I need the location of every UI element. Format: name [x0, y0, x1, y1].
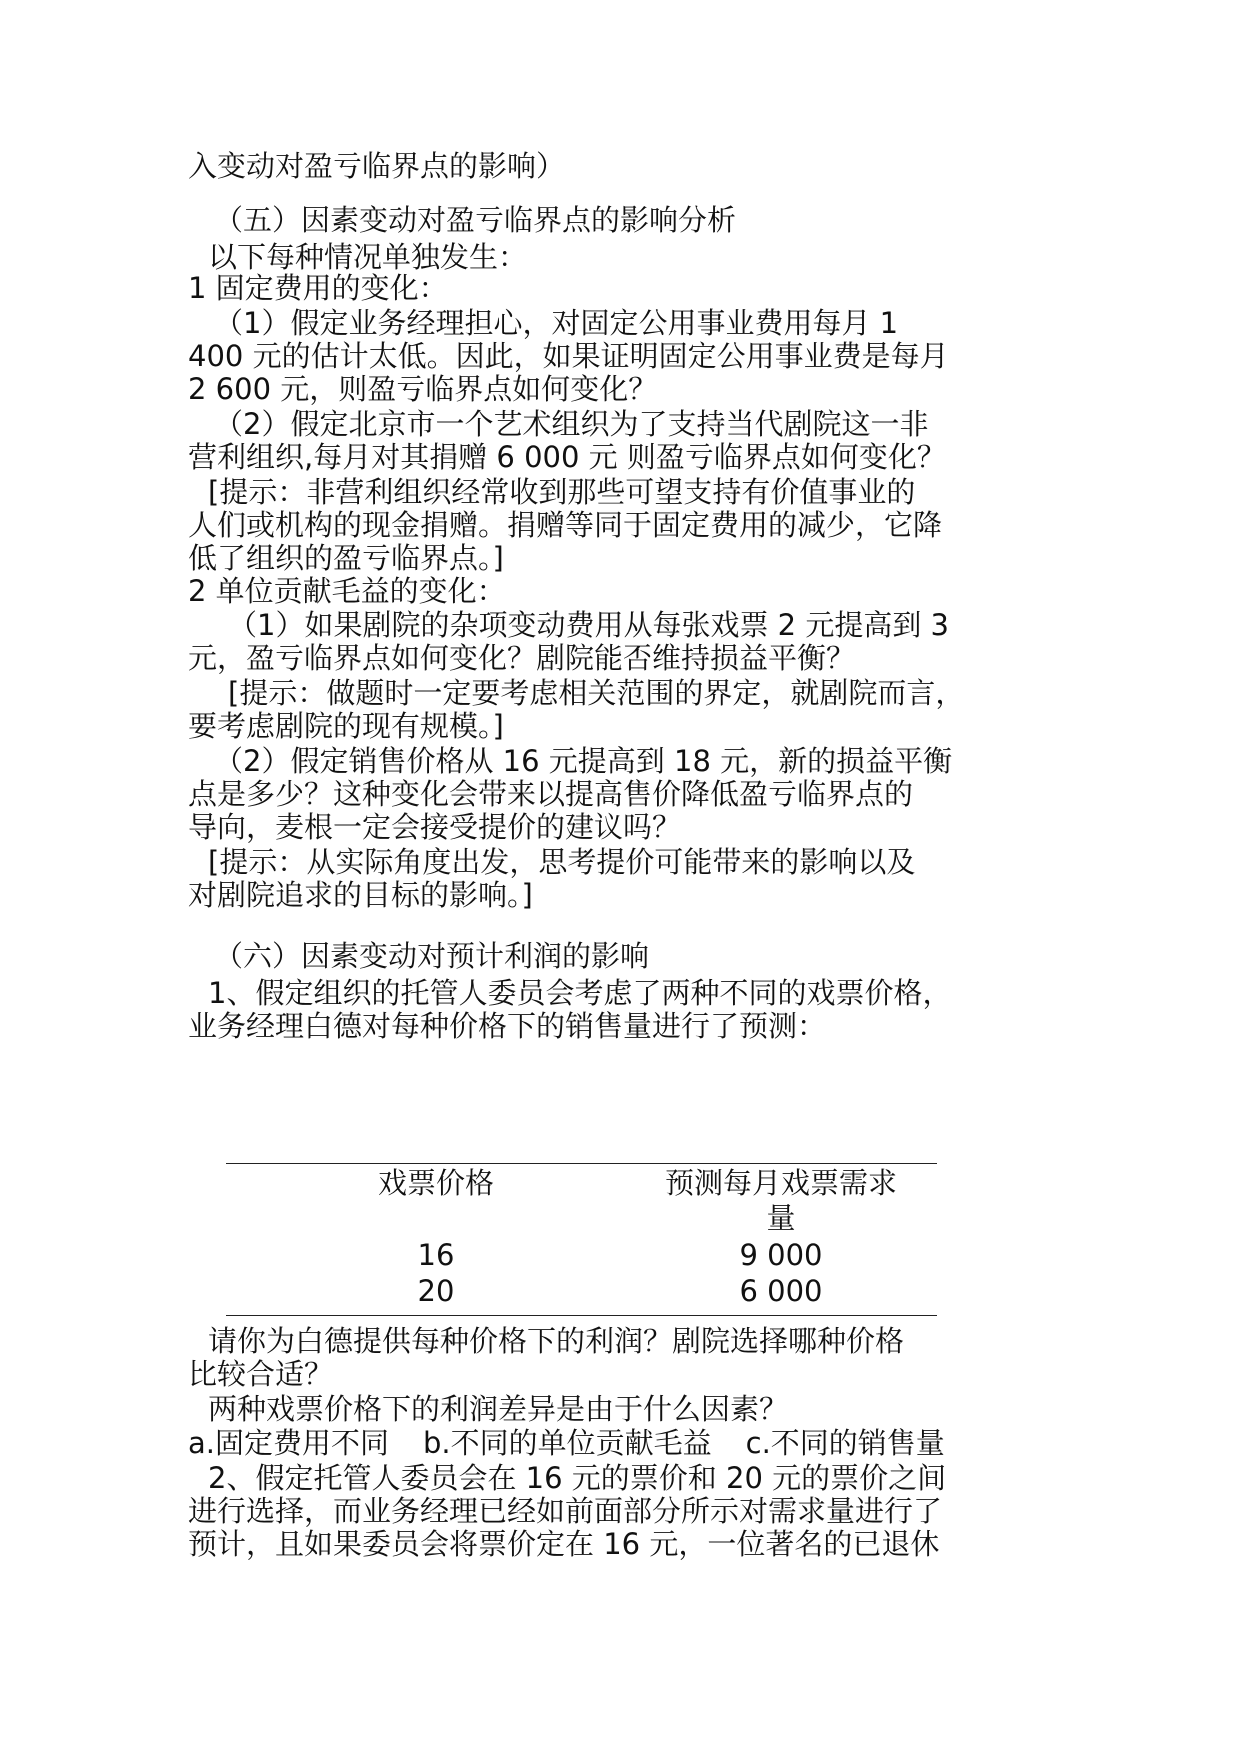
question-line: 400 元的估计太低。因此，如果证明固定公用事业费是每月: [188, 339, 949, 373]
question-line: （1）如果剧院的杂项变动费用从每张戏票 2 元提高到 3: [228, 608, 950, 642]
subheading-fixed-cost: 1 固定费用的变化：: [188, 271, 448, 305]
section-heading-5: （五）因素变动对盈亏临界点的影响分析: [214, 203, 737, 237]
question-line: 比较合适？: [188, 1357, 334, 1391]
hint-line: 对剧院追求的目标的影响。]: [188, 878, 533, 912]
hint-line: [提示：从实际角度出发，思考提价可能带来的影响以及: [208, 845, 916, 879]
hint-line: 低了组织的盈亏临界点。]: [188, 541, 504, 575]
question-line: 2 600 元，则盈亏临界点如何变化？: [188, 372, 658, 406]
question-line: 业务经理白德对每种价格下的销售量进行了预测：: [188, 1009, 827, 1043]
question-line: 请你为白德提供每种价格下的利润？剧院选择哪种价格: [208, 1324, 905, 1358]
question-line: 导向，麦根一定会接受提价的建议吗？: [188, 810, 682, 844]
question-line: 点是多少？这种变化会带来以提高售价降低盈亏临界点的: [188, 777, 914, 811]
intro-line: 以下每种情况单独发生：: [208, 240, 528, 274]
subheading-contribution-margin: 2 单位贡献毛益的变化：: [188, 574, 506, 608]
table-cell-demand: 6 000: [739, 1274, 823, 1308]
table-header-demand: 预测每月戏票需求: [664, 1166, 897, 1200]
question-line: 两种戏票价格下的利润差异是由于什么因素？: [208, 1392, 789, 1426]
hint-line: 人们或机构的现金捐赠。捐赠等同于固定费用的减少，它降: [188, 508, 943, 542]
option-c: c.不同的销售量: [745, 1426, 945, 1460]
question-line: （1）假定业务经理担心，对固定公用事业费用每月 1: [214, 306, 899, 340]
text-line: 入变动对盈亏临界点的影响）: [188, 149, 566, 183]
question-line: （2）假定销售价格从 16 元提高到 18 元，新的损益平衡: [214, 744, 953, 778]
answer-options: [188, 1425, 979, 1462]
table-header-price: 戏票价格: [377, 1166, 494, 1200]
option-a: a.固定费用不同: [188, 1426, 389, 1460]
question-line: 进行选择，而业务经理已经如前面部分所示对需求量进行了: [188, 1494, 943, 1528]
question-line: 1、假定组织的托管人委员会考虑了两种不同的戏票价格，: [208, 976, 952, 1010]
question-line: 预计，且如果委员会将票价定在 16 元，一位著名的已退休: [188, 1527, 940, 1561]
hint-line: [提示：做题时一定要考虑相关范围的界定，就剧院而言，: [228, 676, 965, 710]
section-heading-6: （六）因素变动对预计利润的影响: [214, 939, 650, 973]
table-cell-price: 20: [417, 1274, 455, 1308]
question-line: 2、假定托管人委员会在 16 元的票价和 20 元的票价之间: [208, 1461, 947, 1495]
question-line: 元，盈亏临界点如何变化？剧院能否维持损益平衡？: [188, 641, 856, 675]
table-bottom-rule: [226, 1315, 937, 1316]
table-cell-demand: 9 000: [739, 1238, 823, 1272]
forecast-table: [226, 1163, 937, 1308]
option-b: b.不同的单位贡献毛益: [423, 1426, 712, 1460]
table-cell-price: 16: [417, 1238, 455, 1272]
question-line: 营利组织,每月对其捐赠 6 000 元 则盈亏临界点如何变化？: [188, 440, 946, 474]
hint-line: [提示：非营利组织经常收到那些可望支持有价值事业的: [208, 475, 916, 509]
table-top-rule: [226, 1163, 937, 1164]
question-line: （2）假定北京市一个艺术组织为了支持当代剧院这一非: [214, 407, 929, 441]
hint-line: 要考虑剧院的现有规模。]: [188, 709, 504, 743]
table-header-demand-wrap: 量: [766, 1201, 796, 1235]
